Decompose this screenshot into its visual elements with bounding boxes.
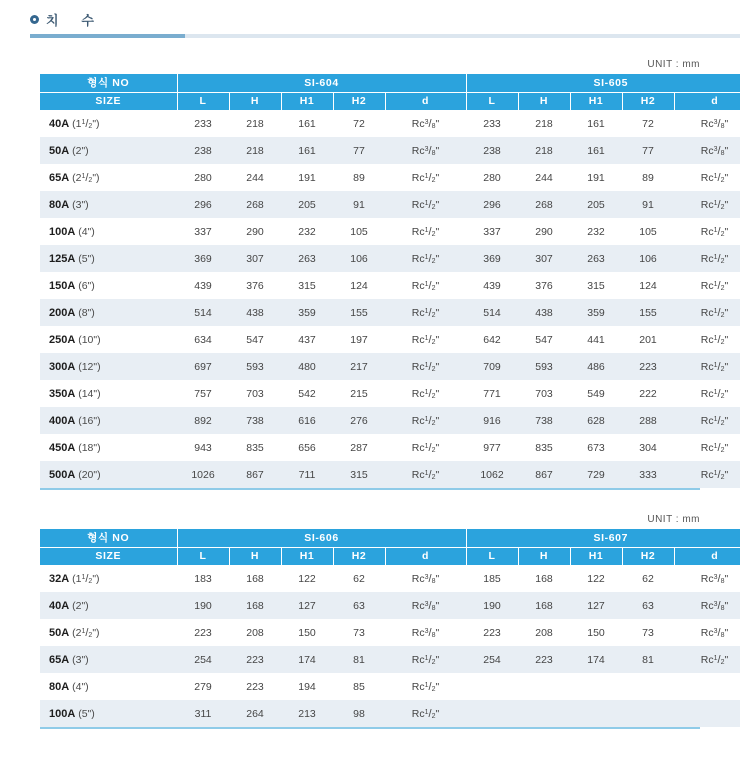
dimension-cell: 437 (281, 326, 333, 353)
dimension-table-2 (40, 529, 740, 727)
size-header-2: SIZE (40, 548, 177, 566)
dimension-cell: 337 (177, 218, 229, 245)
dimension-cell: 218 (518, 110, 570, 137)
col-header-h1-606: H1 (281, 548, 333, 566)
table-1-header-row-models (40, 74, 740, 93)
dimension-cell (466, 700, 518, 727)
size-cell: 100A (5") (40, 700, 177, 727)
dimension-cell: 263 (281, 245, 333, 272)
dimension-table-block-1 (40, 59, 729, 490)
thread-size-cell: $Rc^3/_8$" (385, 619, 466, 646)
dimension-cell: 369 (177, 245, 229, 272)
col-header-h1-604: H1 (281, 93, 333, 111)
dimension-cell: 835 (518, 434, 570, 461)
dimension-cell: 168 (518, 592, 570, 619)
thread-size-cell: $Rc^1/_2$" (385, 700, 466, 727)
thread-size-cell: $Rc^1/_2$" (674, 646, 740, 673)
dimension-cell: 280 (466, 164, 518, 191)
dimension-cell: 223 (229, 646, 281, 673)
table-row (40, 619, 740, 646)
dimension-cell: 223 (229, 673, 281, 700)
dimension-cell: 238 (177, 137, 229, 164)
dimension-cell: 244 (229, 164, 281, 191)
dimension-cell: 290 (229, 218, 281, 245)
size-cell: 40A (2") (40, 592, 177, 619)
dimension-cell: 122 (281, 565, 333, 592)
table-row (40, 380, 740, 407)
dimension-cell: 439 (466, 272, 518, 299)
dimension-cell (622, 700, 674, 727)
type-no-header-2: 형식 NO (40, 529, 177, 548)
size-cell: 32A $(1^1/_2")$ (40, 565, 177, 592)
dimension-cell: 213 (281, 700, 333, 727)
col-header-h-605: H (518, 93, 570, 111)
dimension-cell: 307 (518, 245, 570, 272)
dimension-cell: 628 (570, 407, 622, 434)
thread-size-cell: $Rc^1/_2$" (385, 272, 466, 299)
dimension-cell: 150 (281, 619, 333, 646)
dimension-cell: 486 (570, 353, 622, 380)
dimension-cell: 223 (466, 619, 518, 646)
dimension-cell: 168 (229, 565, 281, 592)
dimension-cell: 218 (229, 137, 281, 164)
dimension-cell: 63 (333, 592, 385, 619)
dimension-cell: 771 (466, 380, 518, 407)
dimension-cell: 673 (570, 434, 622, 461)
dimension-cell: 106 (333, 245, 385, 272)
dimension-cell: 155 (333, 299, 385, 326)
dimension-cell: 62 (333, 565, 385, 592)
thread-size-cell: $Rc^1/_2$" (674, 407, 740, 434)
dimension-cell: 232 (570, 218, 622, 245)
dimension-cell: 729 (570, 461, 622, 488)
dimension-cell: 315 (281, 272, 333, 299)
dimension-cell (570, 700, 622, 727)
dimension-cell: 205 (570, 191, 622, 218)
dimension-cell: 738 (518, 407, 570, 434)
table-row (40, 353, 740, 380)
thread-size-cell: $Rc^1/_2$" (385, 191, 466, 218)
dimension-cell: 127 (570, 592, 622, 619)
dimension-cell: 268 (518, 191, 570, 218)
thread-size-cell: $Rc^3/_8$" (385, 565, 466, 592)
dimension-cell: 217 (333, 353, 385, 380)
dimension-cell: 1062 (466, 461, 518, 488)
dimension-table-1 (40, 74, 740, 488)
col-header-h1-607: H1 (570, 548, 622, 566)
dimension-cell: 480 (281, 353, 333, 380)
size-cell: 100A (4") (40, 218, 177, 245)
dimension-cell: 222 (622, 380, 674, 407)
thread-size-cell: $Rc^1/_2$" (674, 164, 740, 191)
dimension-cell: 185 (466, 565, 518, 592)
dimension-cell: 738 (229, 407, 281, 434)
thread-size-cell: $Rc^3/_8$" (674, 110, 740, 137)
dimension-cell: 218 (518, 137, 570, 164)
dimension-cell: 311 (177, 700, 229, 727)
table-1-header-row-columns (40, 93, 740, 111)
dimension-cell: 280 (177, 164, 229, 191)
size-cell: 350A (14") (40, 380, 177, 407)
dimension-cell: 218 (229, 110, 281, 137)
thread-size-cell: $Rc^1/_2$" (674, 245, 740, 272)
dimension-cell: 63 (622, 592, 674, 619)
dimension-cell: 438 (229, 299, 281, 326)
table-row (40, 434, 740, 461)
col-header-h1-605: H1 (570, 93, 622, 111)
dimension-cell: 438 (518, 299, 570, 326)
dimension-cell: 542 (281, 380, 333, 407)
col-header-h2-604: H2 (333, 93, 385, 111)
thread-size-cell: $Rc^3/_8$" (385, 110, 466, 137)
table-row (40, 673, 740, 700)
thread-size-cell: $Rc^1/_2$" (385, 326, 466, 353)
dimension-cell: 161 (281, 137, 333, 164)
table-row (40, 245, 740, 272)
dimension-cell: 81 (622, 646, 674, 673)
unit-label-1: UNIT : mm (647, 59, 700, 70)
dimension-cell: 190 (466, 592, 518, 619)
dimension-cell: 288 (622, 407, 674, 434)
thread-size-cell: $Rc^3/_8$" (385, 592, 466, 619)
filled-circle-bullet-icon (30, 15, 39, 24)
col-header-d-607: d (674, 548, 740, 566)
table-row (40, 218, 740, 245)
thread-size-cell: $Rc^3/_8$" (385, 137, 466, 164)
dimension-cell: 233 (177, 110, 229, 137)
size-cell: 40A $(1^1/_2")$ (40, 110, 177, 137)
thread-size-cell: $Rc^1/_2$" (385, 646, 466, 673)
dimension-cell: 208 (518, 619, 570, 646)
table-row (40, 299, 740, 326)
dimension-cell: 205 (281, 191, 333, 218)
dimension-cell: 161 (570, 110, 622, 137)
thread-size-cell: $Rc^1/_2$" (674, 380, 740, 407)
dimension-cell: 711 (281, 461, 333, 488)
table-row (40, 407, 740, 434)
dimension-cell: 77 (622, 137, 674, 164)
dimension-cell: 634 (177, 326, 229, 353)
size-cell: 200A (8") (40, 299, 177, 326)
dimension-cell: 439 (177, 272, 229, 299)
col-header-h2-606: H2 (333, 548, 385, 566)
thread-size-cell: $Rc^1/_2$" (385, 218, 466, 245)
thread-size-cell: $Rc^1/_2$" (385, 407, 466, 434)
thread-size-cell: $Rc^1/_2$" (674, 218, 740, 245)
thread-size-cell: $Rc^1/_2$" (385, 353, 466, 380)
col-header-h-607: H (518, 548, 570, 566)
dimension-cell: 233 (466, 110, 518, 137)
table-row (40, 272, 740, 299)
dimension-cell: 547 (229, 326, 281, 353)
dimension-cell: 616 (281, 407, 333, 434)
table-row (40, 137, 740, 164)
size-cell: 250A (10") (40, 326, 177, 353)
page-title: 치 수 (46, 12, 97, 28)
size-cell: 80A (3") (40, 191, 177, 218)
col-header-l-604: L (177, 93, 229, 111)
dimension-cell: 223 (518, 646, 570, 673)
dimension-cell: 106 (622, 245, 674, 272)
table-row (40, 191, 740, 218)
col-header-h-604: H (229, 93, 281, 111)
col-header-l-606: L (177, 548, 229, 566)
dimension-cell: 757 (177, 380, 229, 407)
dimension-cell: 703 (229, 380, 281, 407)
thread-size-cell: $Rc^1/_2$" (674, 191, 740, 218)
dimension-cell: 892 (177, 407, 229, 434)
dimension-cell: 697 (177, 353, 229, 380)
dimension-cell: 190 (177, 592, 229, 619)
dimension-cell: 290 (518, 218, 570, 245)
thread-size-cell: $Rc^1/_2$" (385, 380, 466, 407)
dimension-cell: 73 (333, 619, 385, 646)
table-2-head (40, 529, 740, 565)
dimension-cell: 514 (466, 299, 518, 326)
dimension-cell (518, 700, 570, 727)
dimension-cell: 183 (177, 565, 229, 592)
thread-size-cell (674, 673, 740, 700)
page-header (0, 0, 740, 38)
table-row (40, 592, 740, 619)
dimension-cell: 208 (229, 619, 281, 646)
col-header-h2-607: H2 (622, 548, 674, 566)
dimension-cell: 150 (570, 619, 622, 646)
thread-size-cell: $Rc^1/_2$" (385, 434, 466, 461)
col-header-d-606: d (385, 548, 466, 566)
dimension-cell: 867 (518, 461, 570, 488)
model-header-si-604: SI-604 (177, 74, 466, 93)
dimension-cell: 441 (570, 326, 622, 353)
thread-size-cell: $Rc^3/_8$" (674, 137, 740, 164)
dimension-cell: 296 (466, 191, 518, 218)
dimension-cell: 376 (229, 272, 281, 299)
dimension-cell: 835 (229, 434, 281, 461)
dimension-cell: 333 (622, 461, 674, 488)
dimension-cell: 359 (281, 299, 333, 326)
dimension-cell: 122 (570, 565, 622, 592)
dimension-cell: 194 (281, 673, 333, 700)
dimension-cell (622, 673, 674, 700)
dimension-cell: 161 (281, 110, 333, 137)
type-no-header-1: 형식 NO (40, 74, 177, 93)
dimension-cell: 296 (177, 191, 229, 218)
size-cell: 125A (5") (40, 245, 177, 272)
dimension-cell: 168 (518, 565, 570, 592)
dimension-cell: 161 (570, 137, 622, 164)
size-header-1: SIZE (40, 93, 177, 111)
dimension-cell: 85 (333, 673, 385, 700)
dimension-cell: 77 (333, 137, 385, 164)
dimension-cell: 191 (281, 164, 333, 191)
dimension-cell: 81 (333, 646, 385, 673)
dimension-cell: 98 (333, 700, 385, 727)
model-header-si-607: SI-607 (466, 529, 740, 548)
title-underline-divider (30, 34, 740, 38)
dimension-cell: 369 (466, 245, 518, 272)
table-1-body (40, 110, 740, 488)
col-header-l-607: L (466, 548, 518, 566)
dimension-cell: 124 (622, 272, 674, 299)
dimension-cell: 197 (333, 326, 385, 353)
dimension-cell: 642 (466, 326, 518, 353)
dimension-cell: 547 (518, 326, 570, 353)
spacer (0, 490, 740, 514)
table-row (40, 646, 740, 673)
dimension-cell: 174 (570, 646, 622, 673)
dimension-cell: 201 (622, 326, 674, 353)
table-row (40, 461, 740, 488)
dimension-cell: 315 (333, 461, 385, 488)
dimension-cell: 72 (333, 110, 385, 137)
dimension-cell: 264 (229, 700, 281, 727)
dimension-cell: 223 (177, 619, 229, 646)
thread-size-cell (674, 700, 740, 727)
col-header-l-605: L (466, 93, 518, 111)
size-cell: 150A (6") (40, 272, 177, 299)
dimension-cell: 656 (281, 434, 333, 461)
dimension-cell: 268 (229, 191, 281, 218)
thread-size-cell: $Rc^1/_2$" (674, 434, 740, 461)
dimension-cell: 191 (570, 164, 622, 191)
dimension-cell: 943 (177, 434, 229, 461)
size-cell: 50A (2") (40, 137, 177, 164)
size-cell: 300A (12") (40, 353, 177, 380)
size-cell: 65A (3") (40, 646, 177, 673)
dimension-cell: 593 (229, 353, 281, 380)
table-row (40, 326, 740, 353)
dimension-cell: 359 (570, 299, 622, 326)
dimension-cell: 91 (333, 191, 385, 218)
dimension-cell: 304 (622, 434, 674, 461)
size-cell: 50A $(2^1/_2")$ (40, 619, 177, 646)
unit-label-2: UNIT : mm (647, 514, 700, 525)
dimension-table-block-2 (40, 514, 729, 729)
dimension-cell: 276 (333, 407, 385, 434)
dimension-cell: 337 (466, 218, 518, 245)
thread-size-cell: $Rc^1/_2$" (385, 245, 466, 272)
dimension-cell: 105 (333, 218, 385, 245)
dimension-cell: 514 (177, 299, 229, 326)
dimension-cell: 238 (466, 137, 518, 164)
dimension-cell: 279 (177, 673, 229, 700)
dimension-cell: 709 (466, 353, 518, 380)
dimension-cell: 703 (518, 380, 570, 407)
dimension-cell: 124 (333, 272, 385, 299)
dimension-cell: 254 (466, 646, 518, 673)
dimension-cell: 916 (466, 407, 518, 434)
size-cell: 65A $(2^1/_2")$ (40, 164, 177, 191)
dimension-cell: 89 (333, 164, 385, 191)
table-row (40, 164, 740, 191)
dimension-cell: 263 (570, 245, 622, 272)
col-header-h2-605: H2 (622, 93, 674, 111)
dimension-cell: 549 (570, 380, 622, 407)
model-header-si-605: SI-605 (466, 74, 740, 93)
col-header-d-605: d (674, 93, 740, 111)
dimension-cell: 62 (622, 565, 674, 592)
dimension-cell: 376 (518, 272, 570, 299)
thread-size-cell: $Rc^1/_2$" (674, 353, 740, 380)
dimension-cell: 168 (229, 592, 281, 619)
size-cell: 500A (20") (40, 461, 177, 488)
dimension-cell (466, 673, 518, 700)
table-2-header-row-models (40, 529, 740, 548)
dimension-cell: 174 (281, 646, 333, 673)
table-2-header-row-columns (40, 548, 740, 566)
dimension-cell: 73 (622, 619, 674, 646)
dimension-cell: 1026 (177, 461, 229, 488)
dimension-cell: 89 (622, 164, 674, 191)
dimension-cell: 127 (281, 592, 333, 619)
thread-size-cell: $Rc^1/_2$" (385, 461, 466, 488)
size-cell: 400A (16") (40, 407, 177, 434)
dimension-cell (570, 673, 622, 700)
dimension-cell: 254 (177, 646, 229, 673)
table-1-head (40, 74, 740, 110)
size-cell: 450A (18") (40, 434, 177, 461)
dimension-cell: 244 (518, 164, 570, 191)
thread-size-cell: $Rc^1/_2$" (674, 272, 740, 299)
thread-size-cell: $Rc^3/_8$" (674, 592, 740, 619)
spacer (0, 38, 740, 59)
col-header-h-606: H (229, 548, 281, 566)
table-row (40, 700, 740, 727)
dimension-cell: 232 (281, 218, 333, 245)
thread-size-cell: $Rc^1/_2$" (674, 326, 740, 353)
thread-size-cell: $Rc^1/_2$" (385, 673, 466, 700)
thread-size-cell: $Rc^1/_2$" (385, 299, 466, 326)
thread-size-cell: $Rc^1/_2$" (385, 164, 466, 191)
dimension-cell: 91 (622, 191, 674, 218)
dimension-cell: 155 (622, 299, 674, 326)
thread-size-cell: $Rc^1/_2$" (674, 299, 740, 326)
dimension-cell (518, 673, 570, 700)
thread-size-cell: $Rc^1/_2$" (674, 461, 740, 488)
model-header-si-606: SI-606 (177, 529, 466, 548)
dimension-cell: 977 (466, 434, 518, 461)
size-cell: 80A (4") (40, 673, 177, 700)
dimension-cell: 105 (622, 218, 674, 245)
dimension-cell: 72 (622, 110, 674, 137)
thread-size-cell: $Rc^3/_8$" (674, 565, 740, 592)
table-2-bottom-divider (40, 727, 700, 729)
dimension-cell: 215 (333, 380, 385, 407)
dimension-cell: 867 (229, 461, 281, 488)
dimension-cell: 593 (518, 353, 570, 380)
dimension-cell: 223 (622, 353, 674, 380)
thread-size-cell: $Rc^3/_8$" (674, 619, 740, 646)
dimension-cell: 307 (229, 245, 281, 272)
page-title-row (30, 10, 740, 28)
table-2-body (40, 565, 740, 727)
col-header-d-604: d (385, 93, 466, 111)
table-row (40, 110, 740, 137)
table-row (40, 565, 740, 592)
dimension-cell: 315 (570, 272, 622, 299)
dimension-cell: 287 (333, 434, 385, 461)
